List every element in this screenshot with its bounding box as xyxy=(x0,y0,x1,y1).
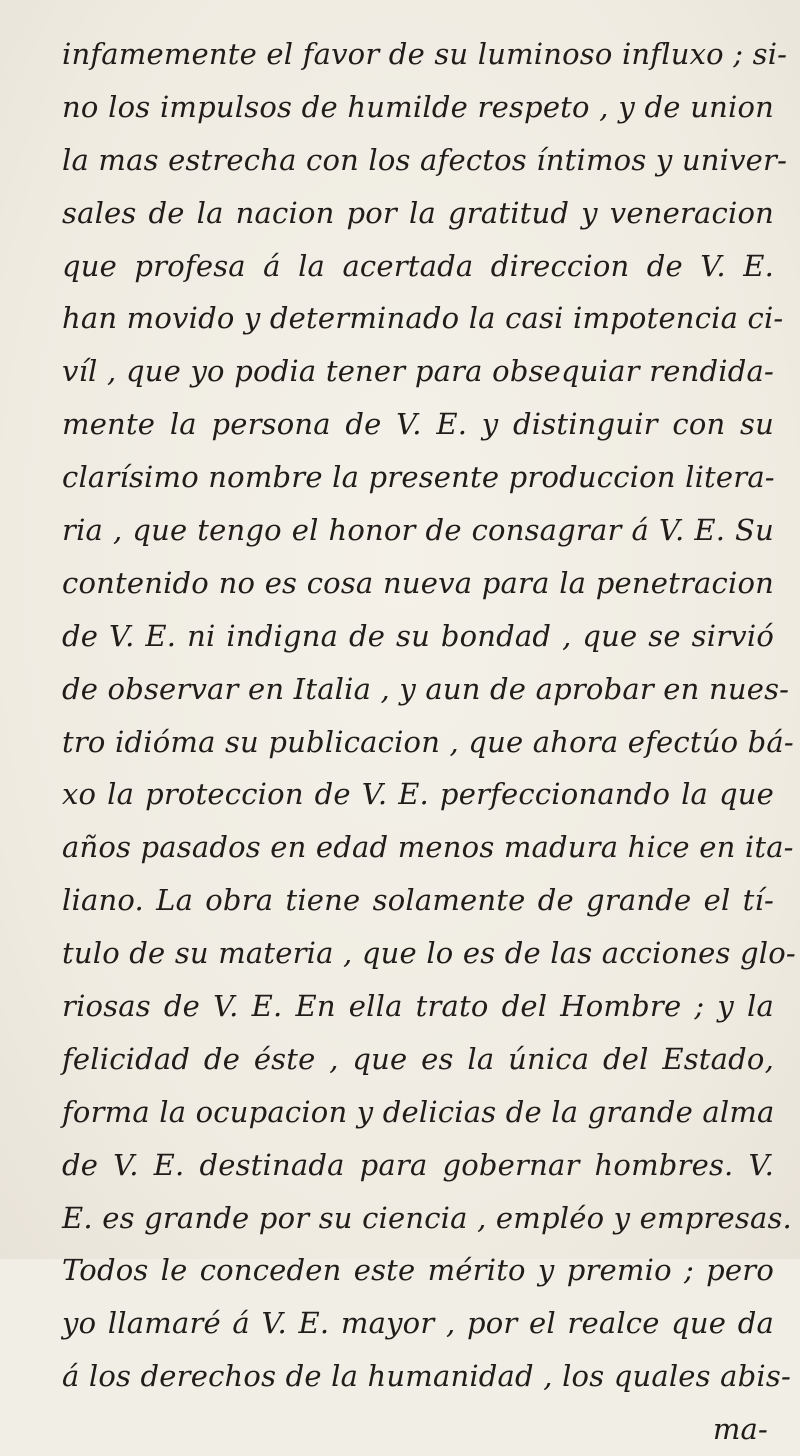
text-line: riosas de V. E. En ella trato del Hombre ; y la xyxy=(62,989,774,1024)
text-line: forma la ocupacion y delicias de la grande alma xyxy=(62,1094,775,1129)
text-line: infamemente el favor de su luminoso influxo ; si- xyxy=(62,37,788,71)
catchword: ma- xyxy=(712,1412,768,1447)
text-line: E. es grande por su ciencia , empléo y empresas. xyxy=(62,1200,792,1235)
text-line: yo llamaré á V. E. mayor , por el realce que da xyxy=(62,1306,774,1341)
text-line: víl , que yo podia tener para obsequiar rendida- xyxy=(62,354,774,389)
text-line: clarísimo nombre la presente produccion litera- xyxy=(62,460,775,495)
text-line: ria , que tengo el honor de consagrar á V. E. Su xyxy=(62,513,774,548)
text-line: Todos le conceden este mérito y premio ; pero xyxy=(62,1253,774,1288)
text-line: á los derechos de la humanidad , los quales abis- xyxy=(62,1359,791,1394)
text-line: tulo de su materia , que lo es de las acciones glo- xyxy=(62,936,796,971)
text-line: de observar en Italia , y aun de aprobar en nues- xyxy=(62,671,790,706)
text-line: de V. E. destinada para gobernar hombres. V. xyxy=(62,1147,774,1182)
text-line: la mas estrecha con los afectos íntimos y univer- xyxy=(62,142,788,177)
text-line: liano. La obra tiene solamente de grande el tí- xyxy=(62,883,774,918)
text-line: mente la persona de V. E. y distinguir con su xyxy=(62,407,774,442)
text-line: que profesa á la acertada direccion de V. E. xyxy=(62,248,774,283)
text-body xyxy=(62,28,796,1456)
text-line: años pasados en edad menos madura hice en ita- xyxy=(62,830,794,865)
text-line: xo la proteccion de V. E. perfeccionando la que xyxy=(62,777,774,812)
text-line: felicidad de éste , que es la única del Estado, xyxy=(62,1041,774,1076)
text-line: han movido y determinado la casi impotencia ci- xyxy=(62,301,784,336)
text-line: sales de la nacion por la gratitud y veneracion xyxy=(62,195,774,230)
text-line: tro idióma su publicacion , que ahora efectúo bá- xyxy=(62,724,794,759)
text-line: contenido no es cosa nueva para la penetracion xyxy=(62,565,774,600)
text-line: de V. E. ni indigna de su bondad , que se sirvió xyxy=(62,618,774,653)
text-line: no los impulsos de humilde respeto , y de union xyxy=(62,89,774,124)
